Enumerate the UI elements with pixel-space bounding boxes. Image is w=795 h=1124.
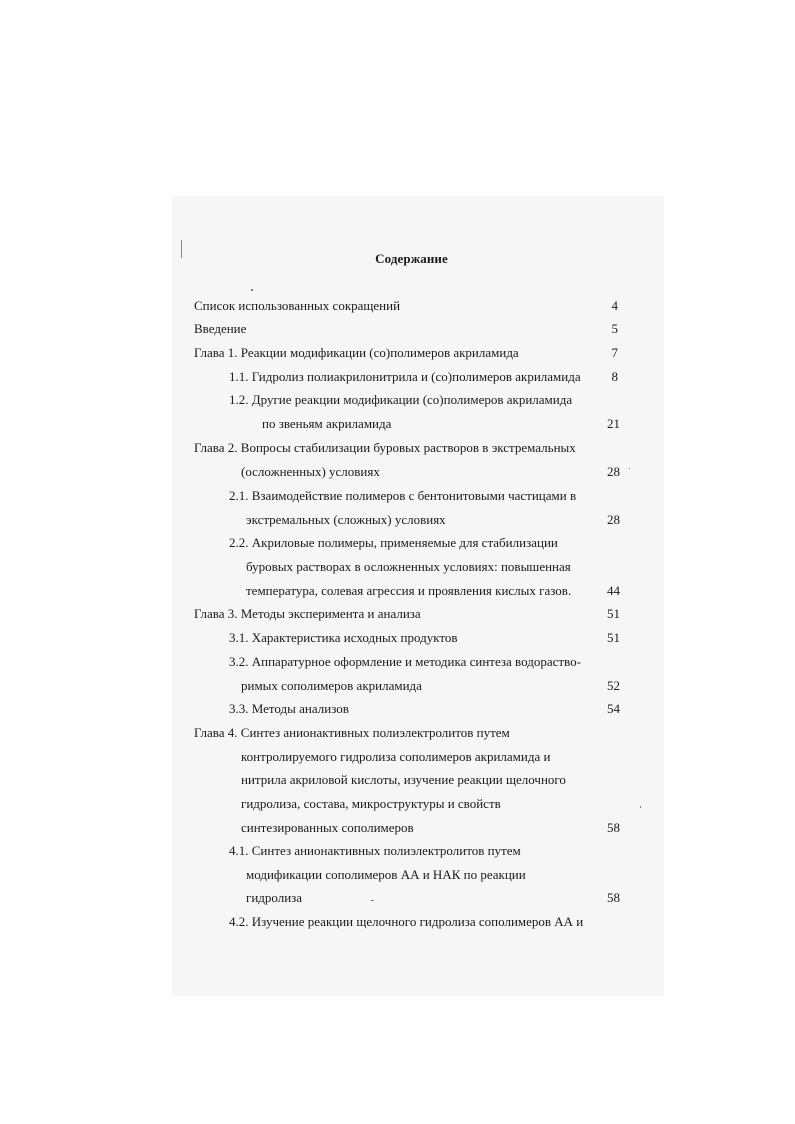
toc-page-number: 58 xyxy=(607,820,620,835)
toc-entry: температура, солевая агрессия и проявления кислых газов. xyxy=(246,583,572,598)
toc-entry: Введение xyxy=(194,321,247,336)
toc-entry: экстремальных (сложных) условиях xyxy=(246,512,446,527)
toc-page-number: 58 xyxy=(607,890,620,905)
toc-entry: (осложненных) условиях xyxy=(241,464,380,479)
toc-entry: по звеньям акриламида xyxy=(262,416,392,431)
toc-entry: нитрила акриловой кислоты, изучение реакции щелочного xyxy=(241,772,566,787)
toc-page-number: 44 xyxy=(607,583,620,598)
toc-entry: 4.1. Синтез анионактивных полиэлектролитов путем xyxy=(229,843,521,858)
toc-entry: Глава 3. Методы эксперимента и анализа xyxy=(194,606,421,621)
toc-page-number: 4 xyxy=(611,298,618,313)
toc-entry: 1.1. Гидролиз полиакрилонитрила и (со)полимеров акриламида xyxy=(229,369,581,384)
toc-entry: Глава 4. Синтез анионактивных полиэлектролитов путем xyxy=(194,725,510,740)
toc-entry: 3.1. Характеристика исходных продуктов xyxy=(229,630,458,645)
page-title: Содержание xyxy=(375,251,448,266)
scan-speck xyxy=(251,289,253,291)
scan-speck xyxy=(640,806,641,808)
toc-page-number: 28 xyxy=(607,512,620,527)
toc-entry: Список использованных сокращений xyxy=(194,298,401,313)
toc-entry: 3.2. Аппаратурное оформление и методика синтеза водораство- xyxy=(229,654,581,669)
toc-entry: 4.2. Изучение реакции щелочного гидролиза сополимеров АА и xyxy=(229,914,584,929)
toc-entry: буровых растворах в осложненных условиях: повышенная xyxy=(246,559,571,574)
toc-entry: римых сополимеров акриламида xyxy=(241,678,422,693)
toc-entry: 3.3. Методы анализов xyxy=(229,701,349,716)
toc-entry: 2.2. Акриловые полимеры, применяемые для стабилизации xyxy=(229,535,558,550)
toc-entry: гидролиза xyxy=(246,890,303,905)
toc-entry: контролируемого гидролиза сополимеров акриламида и xyxy=(241,749,551,764)
toc-entry: синтезированных сополимеров xyxy=(241,820,414,835)
toc-entry: Глава 2. Вопросы стабилизации буровых растворов в экстремальных xyxy=(194,440,576,455)
toc-page-number: 52 xyxy=(607,678,620,693)
toc-page-number: 54 xyxy=(607,701,620,716)
scan-speck xyxy=(629,468,630,469)
toc-entry: 2.1. Взаимодействие полимеров с бентонитовыми частицами в xyxy=(229,488,577,503)
toc-page-number: 51 xyxy=(607,630,620,645)
toc-entry: Глава 1. Реакции модификации (со)полимеров акриламида xyxy=(194,345,519,360)
toc-page-number: 21 xyxy=(607,416,620,431)
toc-entry: гидролиза, состава, микроструктуры и свойств xyxy=(241,796,501,811)
toc-page-number: 5 xyxy=(611,321,618,336)
toc-entry: модификации сополимеров АА и НАК по реакции xyxy=(246,867,526,882)
toc-page-number: 28 xyxy=(607,464,620,479)
toc-page-number: 51 xyxy=(607,606,620,621)
toc-entry: 1.2. Другие реакции модификации (со)полимеров акриламида xyxy=(229,392,573,407)
toc-page-number: 8 xyxy=(611,369,618,384)
scan-speck xyxy=(371,900,374,901)
toc-page-number: 7 xyxy=(611,345,618,360)
